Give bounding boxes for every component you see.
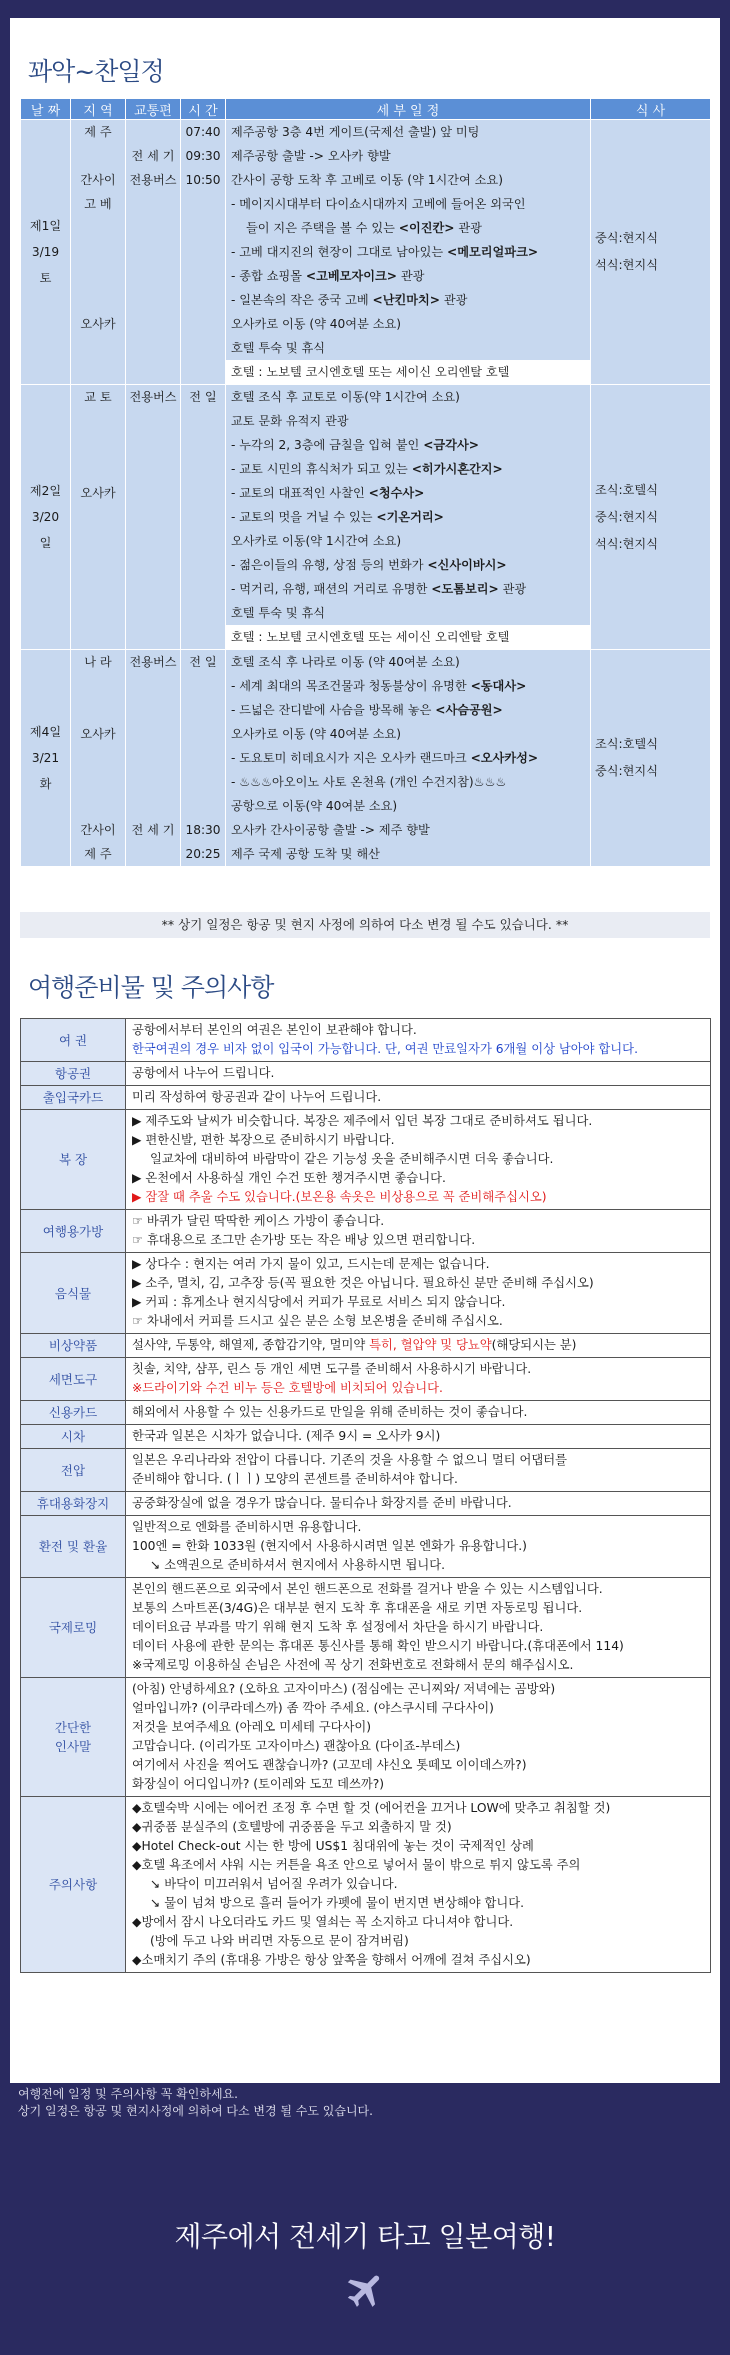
prep-line: ※국제로밍 이용하실 손님은 사전에 꼭 상기 전화번호로 전화해서 문의 해주십시오. (132, 1658, 574, 1672)
prep-line: ▶ 소주, 멸치, 김, 고추장 등(꼭 필요한 것은 아닙니다. 필요하신 분만 준비해 주십시오) (132, 1276, 594, 1290)
prep-line: 한국여권의 경우 비자 없이 입국이 가능합니다. 단, 여권 만료일자가 6개월 이상 남아야 합니다. (132, 1042, 638, 1056)
prep-value (126, 1449, 711, 1492)
region-line: 제 주 (84, 125, 112, 139)
time-line: 18:30 (185, 823, 221, 837)
region-line (71, 433, 125, 457)
itinerary-table (20, 98, 711, 867)
day-date-cell (21, 385, 71, 650)
prep-row (21, 1492, 711, 1516)
prep-row (21, 1578, 711, 1678)
detail-line: - 젊은이들의 유행, 상점 등의 번화가 <신사이바시> (231, 558, 507, 572)
header-detail: 세 부 일 정 (226, 99, 591, 120)
prep-line: ▶ 상다수 : 현지는 여러 가지 물이 있고, 드시는데 문제는 없습니다. (132, 1257, 490, 1271)
detail-line: 호텔 투숙 및 휴식 (231, 606, 326, 620)
footer-notes (18, 2086, 373, 2120)
region-line (71, 409, 125, 433)
meal-line: 중식:현지식 (595, 764, 658, 778)
detail-line: 교토 문화 유적지 관광 (231, 414, 349, 428)
detail-line: - 드넓은 잔디밭에 사슴을 방목해 놓은 <사슴공원> (231, 703, 503, 717)
detail-line: 공항으로 이동(약 40여분 소요) (231, 799, 398, 813)
region-line (71, 288, 125, 312)
day-date-line: 제1일 (29, 219, 62, 233)
time-line-cell (181, 650, 226, 867)
prep-value (126, 1492, 711, 1516)
detail-line: 제주공항 출발 -> 오사카 향발 (231, 149, 391, 163)
prep-label: 간단한 인사말 (21, 1678, 126, 1797)
prep-line: ↘ 물이 넘쳐 방으로 흘러 들어가 카펫에 물이 번지면 변상해야 합니다. (150, 1896, 525, 1910)
prep-line: ▶ 제주도와 날씨가 비슷합니다. 복장은 제주에서 입던 복장 그대로 준비하셔도 됩니다. (132, 1114, 593, 1128)
prep-line: ↘ 바닥이 미끄러워서 넘어질 우려가 있습니다. (150, 1877, 398, 1891)
prep-line: ◆호텔숙박 시에는 에어컨 조정 후 수면 할 것 (에어컨을 끄거나 LOW에 맞추고 취침할 것) (132, 1801, 611, 1815)
detail-line: - 먹거리, 유행, 패션의 거리로 유명한 <도톰보리> 관광 (231, 582, 527, 596)
prep-row (21, 1678, 711, 1797)
prep-value (126, 1578, 711, 1678)
prep-row (21, 1210, 711, 1253)
prep-line: 공중화장실에 없을 경우가 많습니다. 물티슈나 화장지를 준비 바랍니다. (132, 1496, 512, 1510)
footer-note-1: 여행전에 일정 및 주의사항 꼭 확인하세요. (18, 2087, 238, 2101)
day-date-line: 3/21 (31, 751, 60, 765)
region-line (71, 746, 125, 770)
detail-line: - 교토의 대표적인 사찰인 <청수사> (231, 486, 425, 500)
transport-line (126, 770, 180, 794)
time-line (181, 770, 225, 794)
prep-value (126, 1678, 711, 1797)
itinerary-header-row (21, 99, 711, 120)
time-line (181, 794, 225, 818)
detail-line: 간사이 공항 도착 후 고베로 이동 (약 1시간여 소요) (231, 173, 503, 187)
time-line-cell (181, 385, 226, 650)
transport-line (126, 120, 180, 144)
detail-line: - 도요토미 히데요시가 지은 오사카 랜드마크 <오사카성> (231, 751, 539, 765)
detail-cell (226, 650, 591, 867)
prep-label: 여행용가방 (21, 1210, 126, 1253)
prep-label: 복 장 (21, 1110, 126, 1210)
region-line: 고 베 (84, 197, 112, 211)
prep-line: 공항에서 나누어 드립니다. (132, 1066, 275, 1080)
prep-line: ◆호텔 욕조에서 샤워 시는 커튼을 욕조 안으로 넣어서 물이 밖으로 튀지 않도록 주의 (132, 1858, 581, 1872)
prep-line: ☞ 바퀴가 달린 딱딱한 케이스 가방이 좋습니다. (132, 1214, 385, 1228)
prep-line: 미리 작성하여 항공권과 같이 나누어 드립니다. (132, 1090, 382, 1104)
region-line: 오사카 (80, 727, 116, 741)
detail-line: 호텔 조식 후 나라로 이동 (약 40여분 소요) (231, 655, 460, 669)
detail-line: - 누각의 2, 3층에 금칠을 입혀 붙인 <금각사> (231, 438, 479, 452)
prep-line: ↘ 소액권으로 준비하셔서 현지에서 사용하시면 됩니다. (150, 1558, 446, 1572)
prep-value (126, 1797, 711, 1973)
header-meal: 식 사 (591, 99, 711, 120)
prep-row (21, 1797, 711, 1973)
prep-line: 본인의 핸드폰으로 외국에서 본인 핸드폰으로 전화를 걸거나 받을 수 있는 시스템입니다. (132, 1582, 603, 1596)
region-line (71, 264, 125, 288)
prep-value (126, 1019, 711, 1062)
time-line: 전 일 (189, 655, 217, 669)
prep-line: 얼마입니까? (이쿠라데스까) 좀 깍아 주세요. (야스쿠시테 구다사이) (132, 1701, 494, 1715)
region-line (71, 144, 125, 168)
header-time: 시 간 (181, 99, 226, 120)
detail-line: - 세계 최대의 목조건물과 청동불상이 유명한 <동대사> (231, 679, 527, 693)
prep-line: ※드라이기와 수건 비누 등은 호텔방에 비치되어 있습니다. (132, 1381, 443, 1395)
detail-line: - 교토 시민의 휴식처가 되고 있는 <히가시혼간지> (231, 462, 503, 476)
prep-line: 해외에서 사용할 수 있는 신용카드로 만일을 위해 준비하는 것이 좋습니다. (132, 1405, 528, 1419)
prep-line: (아침) 안녕하세요? (오하요 고자이마스) (점심에는 곤니찌와/ 저녁에는 곰방와) (132, 1682, 556, 1696)
header-transport: 교통편 (126, 99, 181, 120)
prep-line: 일반적으로 엔화를 준비하시면 유용합니다. (132, 1520, 362, 1534)
prep-label: 시차 (21, 1425, 126, 1449)
prep-line: ◆Hotel Check-out 시는 한 방에 US$1 침대위에 놓는 것이 국제적인 상례 (132, 1839, 534, 1853)
region-line-cell (71, 120, 126, 385)
prep-line: 보통의 스마트폰(3/4G)은 대부분 현지 도착 후 휴대폰을 새로 키면 자동로밍 됩니다. (132, 1601, 583, 1615)
detail-cell (226, 120, 591, 385)
prep-row (21, 1425, 711, 1449)
prep-value (126, 1358, 711, 1401)
prep-line: (방에 두고 나와 버리면 자동으로 문이 잠겨버림) (150, 1934, 409, 1948)
day-date-line: 3/20 (31, 510, 60, 524)
prep-line: 화장실이 어디입니까? (토이레와 도꼬 데쓰까?) (132, 1777, 385, 1791)
prep-row (21, 1358, 711, 1401)
transport-line (126, 794, 180, 818)
itinerary-note: ** 상기 일정은 항공 및 현지 사정에 의하여 다소 변경 될 수도 있습니다. ** (20, 912, 710, 938)
prep-label: 여 권 (21, 1019, 126, 1062)
region-line (71, 457, 125, 481)
prep-title: 여행준비물 및 주의사항 (28, 973, 274, 1002)
time-line (181, 722, 225, 746)
region-line-cell (71, 385, 126, 650)
region-line (71, 770, 125, 794)
prep-label: 항공권 (21, 1062, 126, 1086)
detail-line: 호텔 조식 후 교토로 이동(약 1시간여 소요) (231, 390, 460, 404)
transport-line: 전 세 기 (131, 823, 175, 837)
prep-value (126, 1516, 711, 1578)
transport-line-cell (126, 385, 181, 650)
day-date-cell (21, 650, 71, 867)
region-line: 나 라 (84, 655, 112, 669)
day-date-cell (21, 120, 71, 385)
transport-line (126, 674, 180, 698)
region-line: 오사카 (80, 486, 116, 500)
day-date-line: 토 (39, 271, 52, 285)
time-line: 20:25 (185, 847, 221, 861)
region-line (71, 698, 125, 722)
prep-label: 환전 및 환율 (21, 1516, 126, 1578)
prep-row (21, 1062, 711, 1086)
prep-line: ◆소매치기 주의 (휴대용 가방은 항상 앞쪽을 향해서 어깨에 걸쳐 주십시오) (132, 1953, 531, 1967)
time-line-cell (181, 120, 226, 385)
prep-line: 준비해야 합니다. (ㅣㅣ) 모양의 콘센트를 준비하셔야 합니다. (132, 1472, 458, 1486)
prep-value (126, 1110, 711, 1210)
region-line: 간사이 (80, 823, 116, 837)
transport-line (126, 746, 180, 770)
prep-row (21, 1449, 711, 1492)
time-line: 10:50 (185, 173, 221, 187)
slogan: 제주에서 전세기 타고 일본여행! (174, 2220, 556, 2253)
prep-line: 공항에서부터 본인의 여권은 본인이 보관해야 합니다. (132, 1023, 417, 1037)
prep-label: 휴대용화장지 (21, 1492, 126, 1516)
prep-line: ☞ 휴대용으로 조그만 손가방 또는 작은 배낭 있으면 편리합니다. (132, 1233, 476, 1247)
detail-cell (226, 385, 591, 650)
detail-line: - 고베 대지진의 현장이 그대로 남아있는 <메모리얼파크> (231, 245, 539, 259)
hotel-line: 호텔 : 노보텔 코시엔호텔 또는 세이신 오리엔탈 호텔 (226, 360, 590, 384)
detail-line: 들이 지은 주택을 볼 수 있는 <이진칸> 관광 (246, 221, 482, 235)
region-line: 제 주 (84, 847, 112, 861)
detail-line: - 교토의 멋을 거닐 수 있는 <기온거리> (231, 510, 444, 524)
prep-value (126, 1062, 711, 1086)
detail-line: - ♨♨♨아오이노 사토 온천욕 (개인 수건지참)♨♨♨ (231, 775, 507, 789)
transport-line: 전용버스 (129, 173, 177, 187)
prep-value (126, 1086, 711, 1110)
region-line (71, 240, 125, 264)
meal-line: 석식:현지식 (595, 258, 658, 272)
detail-line: 제주 국제 공항 도착 및 해산 (231, 847, 380, 861)
detail-line: 오사카로 이동(약 1시간여 소요) (231, 534, 402, 548)
itinerary-day-row (21, 120, 711, 385)
prep-line: 데이터 사용에 관한 문의는 휴대폰 통신사를 통해 확인 받으시기 바랍니다.(휴대폰에서 114) (132, 1639, 624, 1653)
prep-line: ◆방에서 잠시 나오더라도 카드 및 열쇠는 꼭 소지하고 다니셔야 합니다. (132, 1915, 514, 1929)
time-line: 전 일 (189, 390, 217, 404)
prep-row (21, 1401, 711, 1425)
prep-row (21, 1019, 711, 1062)
detail-line: 오사카 간사이공항 출발 -> 제주 향발 (231, 823, 430, 837)
meal-line: 석식:현지식 (595, 536, 658, 551)
prep-row (21, 1110, 711, 1210)
prep-line: 일교차에 대비하여 바람막이 같은 기능성 옷을 준비해주시면 더욱 좋습니다. (150, 1152, 554, 1166)
prep-line: 칫솔, 치약, 샴푸, 린스 등 개인 세면 도구를 준비해서 사용하시기 바랍니다. (132, 1362, 532, 1376)
detail-line: 오사카로 이동 (약 40여분 소요) (231, 317, 402, 331)
prep-line: ▶ 잠잘 때 추울 수도 있습니다.(보온용 속옷은 비상용으로 꼭 준비해주십시오) (132, 1190, 547, 1204)
day-date-line: 3/19 (31, 245, 60, 259)
prep-line: 데이터요금 부과를 막기 위해 현지 도착 후 설정에서 차단을 하시기 바랍니다. (132, 1620, 544, 1634)
prep-line: 고맙습니다. (이리가또 고자이마스) 괜찮아요 (다이죠-부데스) (132, 1739, 461, 1753)
meal-cell (591, 385, 711, 650)
region-line: 오사카 (80, 317, 116, 331)
header-date: 날 짜 (21, 99, 71, 120)
prep-label: 주의사항 (21, 1797, 126, 1973)
prep-line: 100엔 = 한화 1033원 (현지에서 사용하시려면 일본 엔화가 유용합니다.) (132, 1539, 527, 1553)
transport-line: 전용버스 (129, 390, 177, 404)
content-panel (10, 18, 720, 2083)
transport-line-cell (126, 120, 181, 385)
transport-line: 전용버스 (129, 655, 177, 669)
hotel-line: 호텔 : 노보텔 코시엔호텔 또는 세이신 오리엔탈 호텔 (226, 625, 590, 649)
prep-table (20, 1018, 711, 1973)
prep-label: 음식물 (21, 1253, 126, 1334)
prep-line: 여기에서 사진을 찍어도 괜찮습니까? (고꼬데 샤신오 톳떼모 이이데스까?) (132, 1758, 527, 1772)
airplane-icon (344, 2268, 388, 2312)
detail-line: 호텔 투숙 및 휴식 (231, 341, 326, 355)
prep-label: 국제로밍 (21, 1578, 126, 1678)
detail-line: - 메이지시대부터 다이쇼시대까지 고베에 들어온 외국인 (231, 197, 526, 211)
prep-line: 설사약, 두통약, 해열제, 종합감기약, 멀미약 특히, 혈압약 및 당뇨약(해당되시는 분) (132, 1338, 577, 1352)
prep-label: 전압 (21, 1449, 126, 1492)
prep-row (21, 1516, 711, 1578)
prep-row (21, 1334, 711, 1358)
day-date-line: 제2일 (29, 484, 62, 498)
prep-line: ☞ 차내에서 커피를 드시고 싶은 분은 소형 보온병을 준비해 주십시오. (132, 1314, 503, 1328)
prep-label: 출입국카드 (21, 1086, 126, 1110)
prep-value (126, 1334, 711, 1358)
day-date-line: 화 (39, 777, 52, 791)
itinerary-day-row (21, 650, 711, 867)
region-line: 교 토 (84, 390, 112, 404)
detail-line: 오사카로 이동 (약 40여분 소요) (231, 727, 402, 741)
prep-label: 세면도구 (21, 1358, 126, 1401)
meal-line: 조식:호텔식 (595, 482, 658, 497)
transport-line (126, 698, 180, 722)
prep-value (126, 1210, 711, 1253)
prep-line: 한국과 일본은 시차가 없습니다. (제주 9시 = 오사카 9시) (132, 1429, 441, 1443)
detail-line: 제주공항 3층 4번 게이트(국제선 출발) 앞 미팅 (231, 125, 480, 139)
prep-row (21, 1253, 711, 1334)
detail-line: - 일본속의 작은 중국 고베 <난킨마치> 관광 (231, 293, 468, 307)
transport-line: 전 세 기 (131, 149, 175, 163)
prep-line: ▶ 온천에서 사용하실 개인 수건 또한 챙겨주시면 좋습니다. (132, 1171, 446, 1185)
footer-note-2: 상기 일정은 항공 및 현지사정에 의하여 다소 변경 될 수도 있습니다. (18, 2104, 373, 2118)
time-line (181, 746, 225, 770)
detail-line: - 종합 쇼핑몰 <고베모자이크> 관광 (231, 269, 425, 283)
meal-line: 중식:현지식 (595, 509, 658, 524)
prep-line: 저것을 보여주세요 (아레오 미세테 구다사이) (132, 1720, 372, 1734)
prep-value (126, 1425, 711, 1449)
itinerary-day-row (21, 385, 711, 650)
region-line (71, 216, 125, 240)
prep-row (21, 1086, 711, 1110)
header-region: 지 역 (71, 99, 126, 120)
prep-line: ▶ 커피 : 휴게소나 현지식당에서 커피가 무료로 서비스 되지 않습니다. (132, 1295, 506, 1309)
day-date-line: 제4일 (29, 725, 62, 739)
time-line: 09:30 (185, 149, 221, 163)
time-line: 07:40 (185, 125, 221, 139)
meal-cell (591, 120, 711, 385)
prep-label: 비상약품 (21, 1334, 126, 1358)
prep-value (126, 1401, 711, 1425)
meal-line: 조식:호텔식 (595, 737, 658, 751)
prep-line: ◆귀중품 분실주의 (호텔방에 귀중품을 두고 외출하지 말 것) (132, 1820, 452, 1834)
transport-line-cell (126, 650, 181, 867)
transport-line (126, 722, 180, 746)
time-line (181, 674, 225, 698)
prep-line: 일본은 우리나라와 전압이 다릅니다. 기존의 것을 사용할 수 없으니 멀티 어댑터를 (132, 1453, 567, 1467)
prep-value (126, 1253, 711, 1334)
region-line (71, 674, 125, 698)
itinerary-title: 꽈악~찬일정 (28, 57, 164, 86)
prep-label: 신용카드 (21, 1401, 126, 1425)
day-date-line: 일 (39, 536, 52, 550)
meal-cell (591, 650, 711, 867)
region-line (71, 794, 125, 818)
region-line-cell (71, 650, 126, 867)
meal-line: 중식:현지식 (595, 231, 658, 245)
time-line (181, 698, 225, 722)
region-line: 간사이 (80, 173, 116, 187)
prep-line: ▶ 편한신발, 편한 복장으로 준비하시기 바랍니다. (132, 1133, 395, 1147)
